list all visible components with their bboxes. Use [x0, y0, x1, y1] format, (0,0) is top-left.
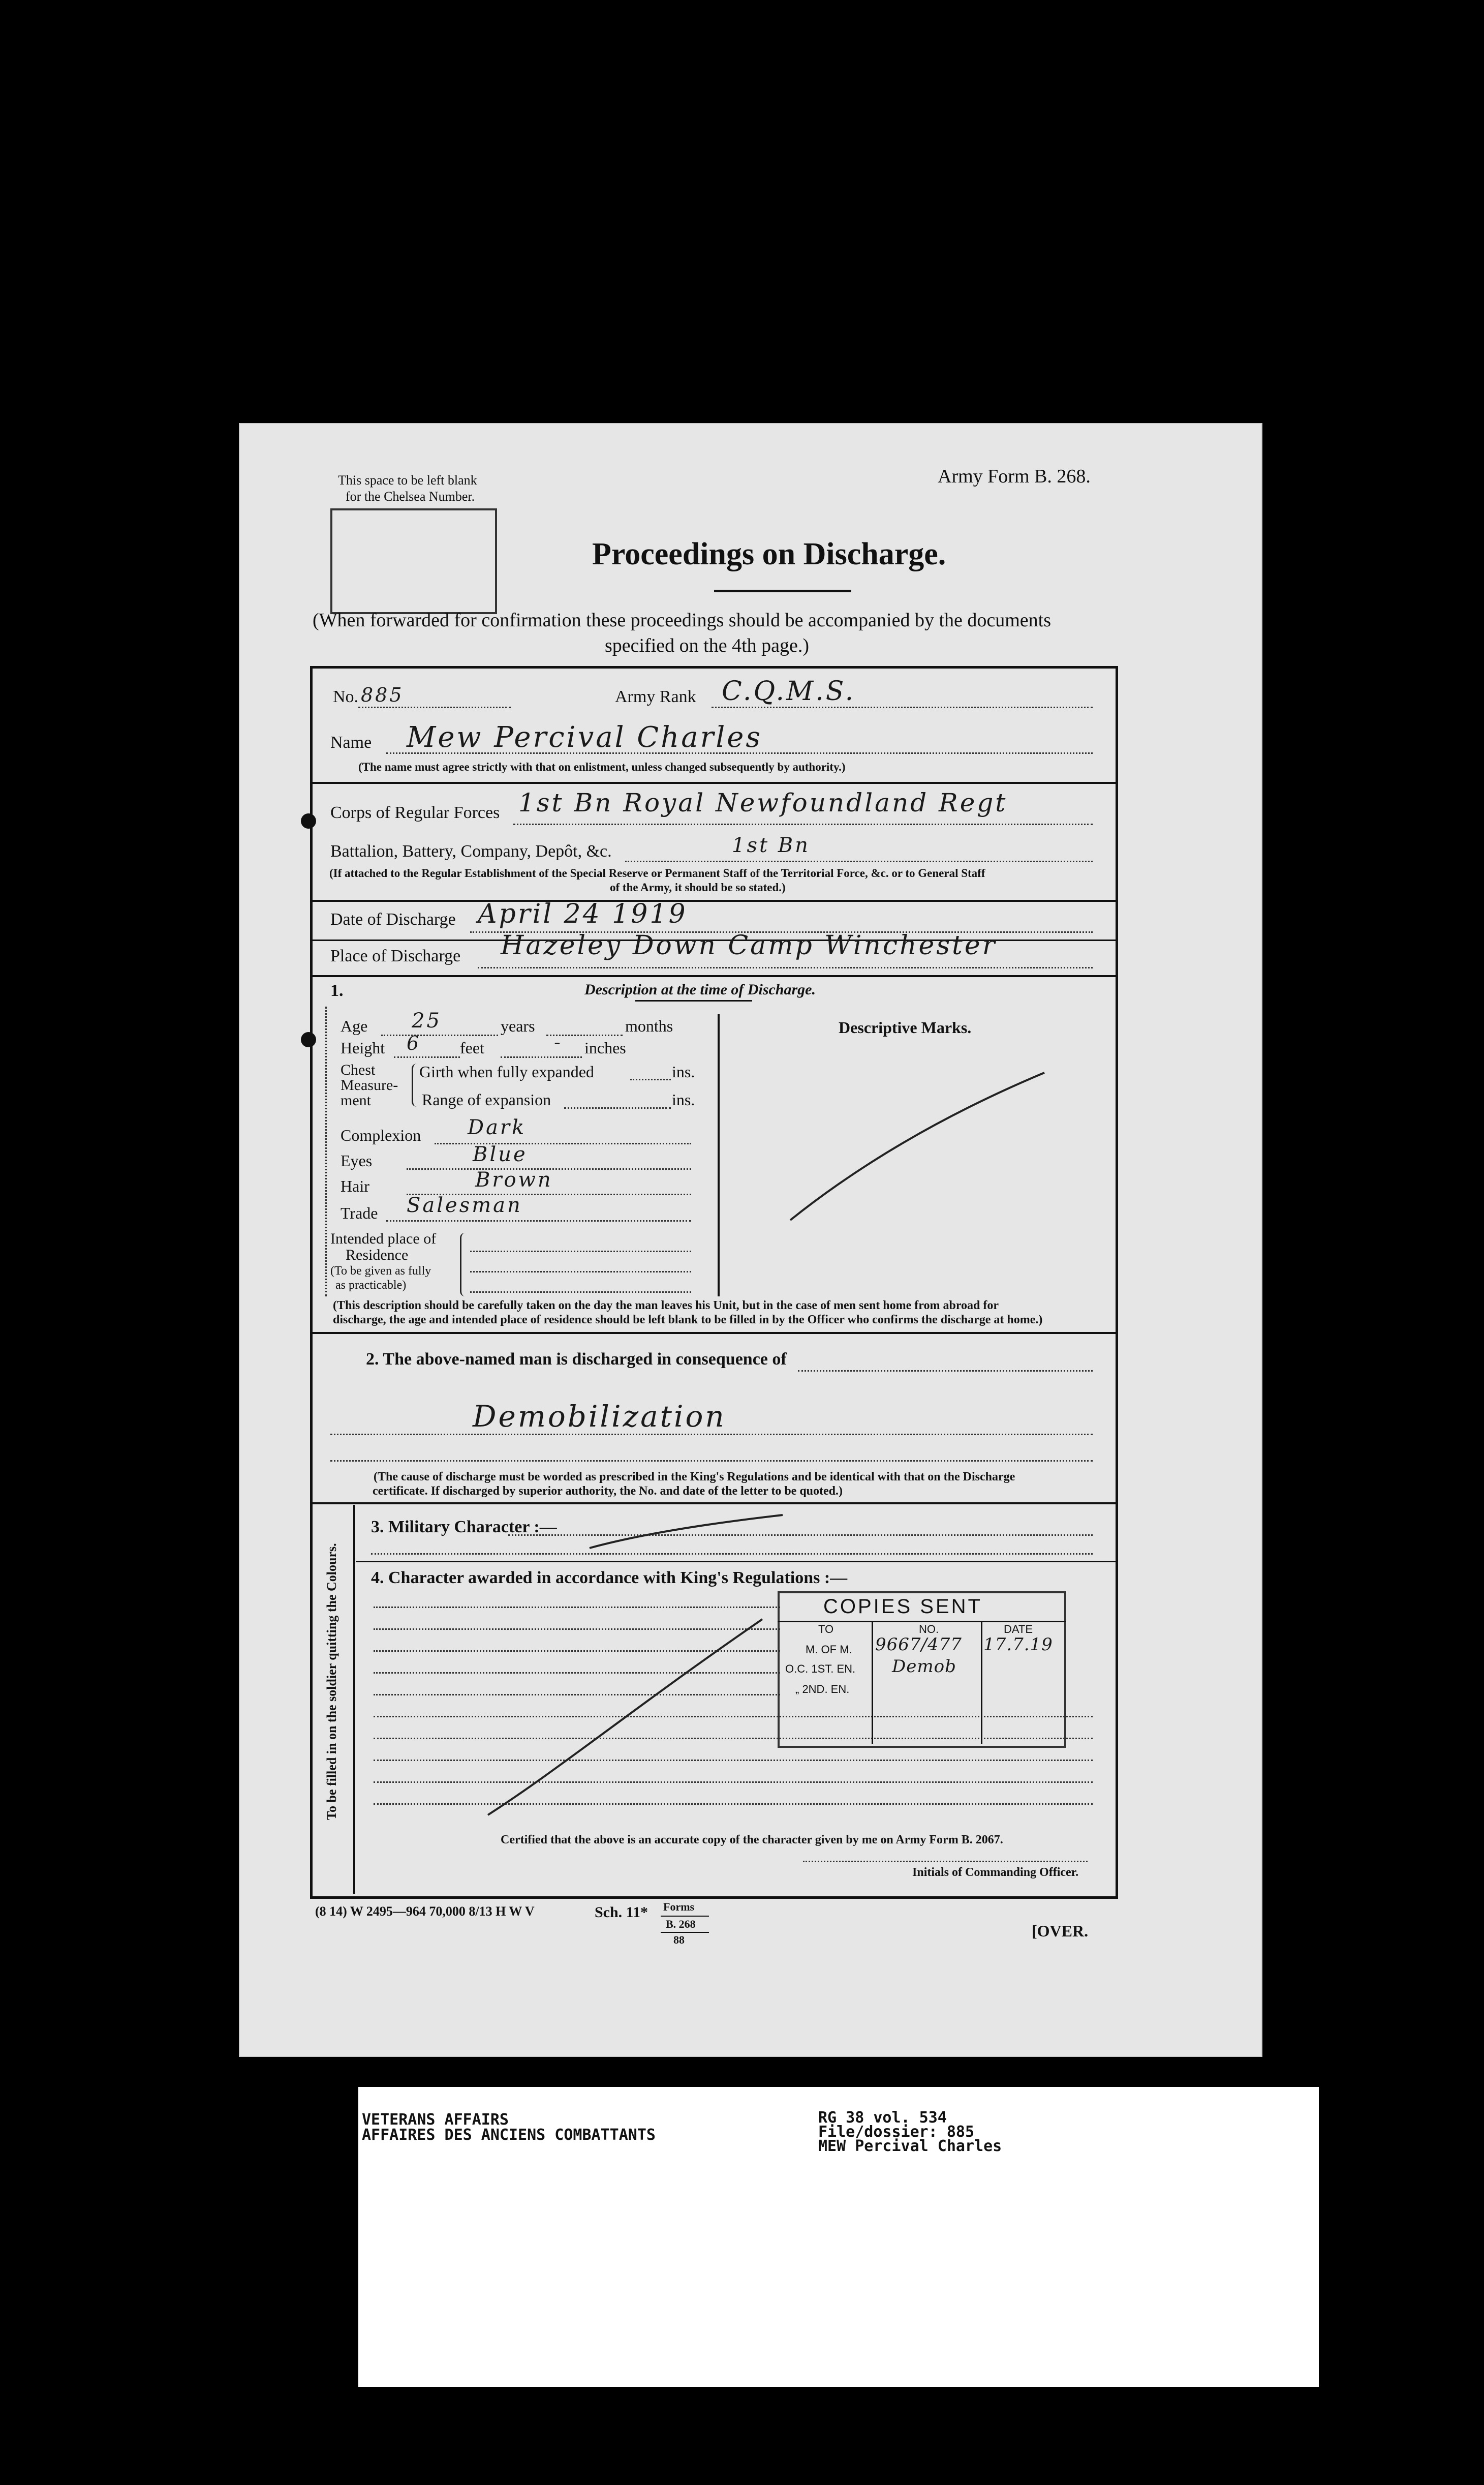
stamp-title: COPIES SENT [823, 1595, 982, 1618]
archive-ref-3: MEW Percival Charles [818, 2137, 1002, 2155]
chest-label-3: ment [341, 1092, 371, 1109]
stamp-col-2 [981, 1621, 982, 1744]
no-label: No. [333, 687, 359, 706]
age-years-line [381, 1035, 498, 1036]
height-inches-value: - [554, 1031, 563, 1053]
battalion-value: 1st Bn [732, 834, 810, 857]
discharge-place-label: Place of Discharge [330, 947, 461, 965]
archive-ref-1: RG 38 vol. 534 [818, 2109, 947, 2127]
character-side-label: To be filled in on the soldier quitting the Colours. [324, 1543, 339, 1820]
chest-label-2: Measure- [341, 1077, 398, 1094]
description-note-2: discharge, the age and intended place of residence should be left blank to be filled in by the Officer who confirms the discharge at home.) [333, 1313, 1043, 1326]
stamp-col-no: NO. [919, 1623, 939, 1635]
name-value: Mew Percival Charles [407, 721, 763, 754]
no-line [358, 707, 511, 708]
inches-label: inches [584, 1039, 626, 1057]
attached-note-1: (If attached to the Regular Establishment of the Special Reserve or Permanent Staff of the Territorial Force, &c. or to General Staff [329, 867, 985, 880]
stamp-row-2: O.C. 1ST. EN. [785, 1662, 856, 1675]
height-feet-value: 6 [407, 1032, 421, 1054]
forms-rule-2 [661, 1932, 709, 1933]
title-underline [714, 590, 851, 592]
initials-label: Initials of Commanding Officer. [912, 1866, 1079, 1879]
description-left-rule [325, 1007, 327, 1296]
archive-line-1: VETERANS AFFAIRS [362, 2111, 509, 2129]
feet-line [394, 1056, 460, 1058]
range-label: Range of expansion [422, 1090, 551, 1109]
instruction-line-2: specified on the 4th page.) [605, 635, 810, 656]
eyes-value: Blue [473, 1143, 528, 1166]
description-underline [635, 1000, 752, 1002]
description-column-divider [718, 1014, 720, 1296]
residence-line-1 [470, 1251, 691, 1252]
stamp-col-1 [872, 1621, 873, 1744]
rank-line [712, 707, 1093, 708]
print-code: (8 14) W 2495—964 70,000 8/13 H W V [315, 1904, 535, 1919]
character-strike [457, 1617, 813, 1820]
residence-label-2: Residence [346, 1247, 409, 1263]
forms-mid: B. 268 [666, 1918, 696, 1930]
stamp-col-date: DATE [1004, 1623, 1033, 1635]
discharge-date-value: April 24 1919 [478, 899, 688, 929]
divider-7 [356, 1561, 1116, 1562]
residence-label-4: as practicable) [335, 1279, 407, 1292]
rank-label: Army Rank [615, 687, 696, 706]
forms-rule-1 [661, 1916, 709, 1917]
cause-line-2 [330, 1434, 1093, 1435]
range-unit: ins. [672, 1090, 695, 1109]
age-value: 25 [412, 1009, 442, 1033]
divider-4 [313, 975, 1116, 977]
chelsea-note-2: for the Chelsea Number. [346, 489, 475, 504]
hair-value: Brown [475, 1168, 553, 1192]
battalion-label: Battalion, Battery, Company, Depôt, &c. [330, 842, 612, 861]
no-value: 885 [361, 684, 404, 706]
certified-statement: Certified that the above is an accurate copy of the character given by me on Army Form B. 2067. [501, 1833, 1003, 1846]
residence-label-1: Intended place of [330, 1230, 437, 1247]
stamp-date-value: 17.7.19 [983, 1634, 1053, 1655]
complexion-value: Dark [468, 1116, 527, 1139]
military-character-label: 3. Military Character :— [371, 1518, 557, 1536]
complexion-label: Complexion [341, 1126, 421, 1144]
name-label: Name [330, 733, 372, 752]
girth-unit: ins. [672, 1063, 695, 1081]
initials-line [803, 1861, 1088, 1862]
years-label: years [501, 1017, 535, 1035]
range-line [564, 1107, 671, 1109]
descriptive-marks-strike [722, 1017, 1108, 1301]
discharge-date-label: Date of Discharge [330, 910, 456, 929]
forms-bottom: 88 [673, 1933, 685, 1946]
cause-note-2: certificate. If discharged by superior authority, the No. and date of the letter to be quoted.) [373, 1484, 843, 1498]
trade-label: Trade [341, 1204, 378, 1222]
stamp-no-value: 9667/477 [875, 1634, 962, 1655]
schedule-label: Sch. 11* [595, 1904, 648, 1921]
instruction-line-1: (When forwarded for confirmation these proceedings should be accompanied by the documents [313, 610, 1051, 631]
cause-note-1: (The cause of discharge must be worded as prescribed in the King's Regulations and be identical with that on the Discharge [374, 1470, 1015, 1483]
age-label: Age [341, 1017, 368, 1035]
character-line-1 [374, 1607, 780, 1608]
attached-note-2: of the Army, it should be so stated.) [610, 881, 786, 894]
residence-line-3 [470, 1291, 691, 1293]
form-title: Proceedings on Discharge. [592, 537, 946, 571]
corps-value: 1st Bn Royal Newfoundland Regt [518, 788, 1008, 817]
name-line [386, 752, 1093, 754]
military-character-line-2 [371, 1553, 1093, 1555]
description-note-1: (This description should be carefully taken on the day the man leaves his Unit, but in the case of men sent home from abroad for [333, 1299, 999, 1312]
chest-brace [412, 1064, 418, 1107]
stamp-row-3: „ 2ND. EN. [795, 1683, 850, 1695]
battalion-line [625, 861, 1093, 862]
rank-value: C.Q.M.S. [722, 676, 856, 707]
stamp-demob-value: Demob [892, 1656, 956, 1677]
hair-label: Hair [341, 1177, 369, 1195]
cause-line-1 [798, 1370, 1093, 1372]
divider-6 [313, 1502, 1116, 1504]
description-heading: Description at the time of Discharge. [584, 981, 816, 998]
over-label: [OVER. [1032, 1922, 1089, 1940]
cause-line-3 [330, 1460, 1093, 1462]
place-line [478, 967, 1093, 968]
girth-label: Girth when fully expanded [419, 1063, 594, 1081]
residence-line-2 [470, 1271, 691, 1272]
binding-hole-2 [301, 1032, 316, 1047]
chelsea-note-1: This space to be left blank [338, 473, 477, 488]
stamp-col-to: TO [818, 1623, 834, 1635]
side-column-divider [353, 1505, 355, 1894]
months-label: months [625, 1017, 673, 1035]
corps-line [513, 824, 1093, 825]
stamp-row-1: M. OF M. [806, 1643, 852, 1656]
trade-value: Salesman [407, 1194, 522, 1217]
trade-line [386, 1220, 691, 1222]
divider-1 [313, 782, 1116, 784]
height-label: Height [341, 1039, 385, 1057]
divider-2 [313, 900, 1116, 902]
feet-label: feet [460, 1039, 484, 1057]
inches-line [501, 1056, 582, 1058]
cause-label: 2. The above-named man is discharged in consequence of [366, 1350, 787, 1369]
stamp-title-rule [778, 1621, 1066, 1622]
binding-hole-1 [301, 813, 316, 829]
archive-ref-2: File/dossier: 885 [818, 2123, 975, 2141]
residence-brace [460, 1233, 467, 1296]
form-number: Army Form B. 268. [938, 466, 1091, 487]
eyes-label: Eyes [341, 1151, 373, 1170]
discharge-place-value: Hazeley Down Camp Winchester [501, 930, 997, 961]
girth-line [630, 1079, 671, 1080]
chelsea-number-box [330, 508, 497, 614]
name-note: (The name must agree strictly with that on enlistment, unless changed subsequently by authority.) [358, 761, 846, 773]
description-number: 1. [330, 981, 344, 1000]
residence-label-3: (To be given as fully [330, 1264, 431, 1278]
military-character-strike [584, 1512, 788, 1553]
character-awarded-label: 4. Character awarded in accordance with King's Regulations :— [371, 1568, 848, 1587]
descriptive-marks-label: Descriptive Marks. [839, 1018, 972, 1037]
archive-line-2: AFFAIRES DES ANCIENS COMBATTANTS [362, 2126, 656, 2144]
divider-5 [313, 1332, 1116, 1334]
chest-label-1: Chest [341, 1062, 376, 1078]
cause-value: Demobilization [473, 1399, 726, 1434]
corps-label: Corps of Regular Forces [330, 803, 500, 822]
forms-top: Forms [663, 1900, 695, 1913]
